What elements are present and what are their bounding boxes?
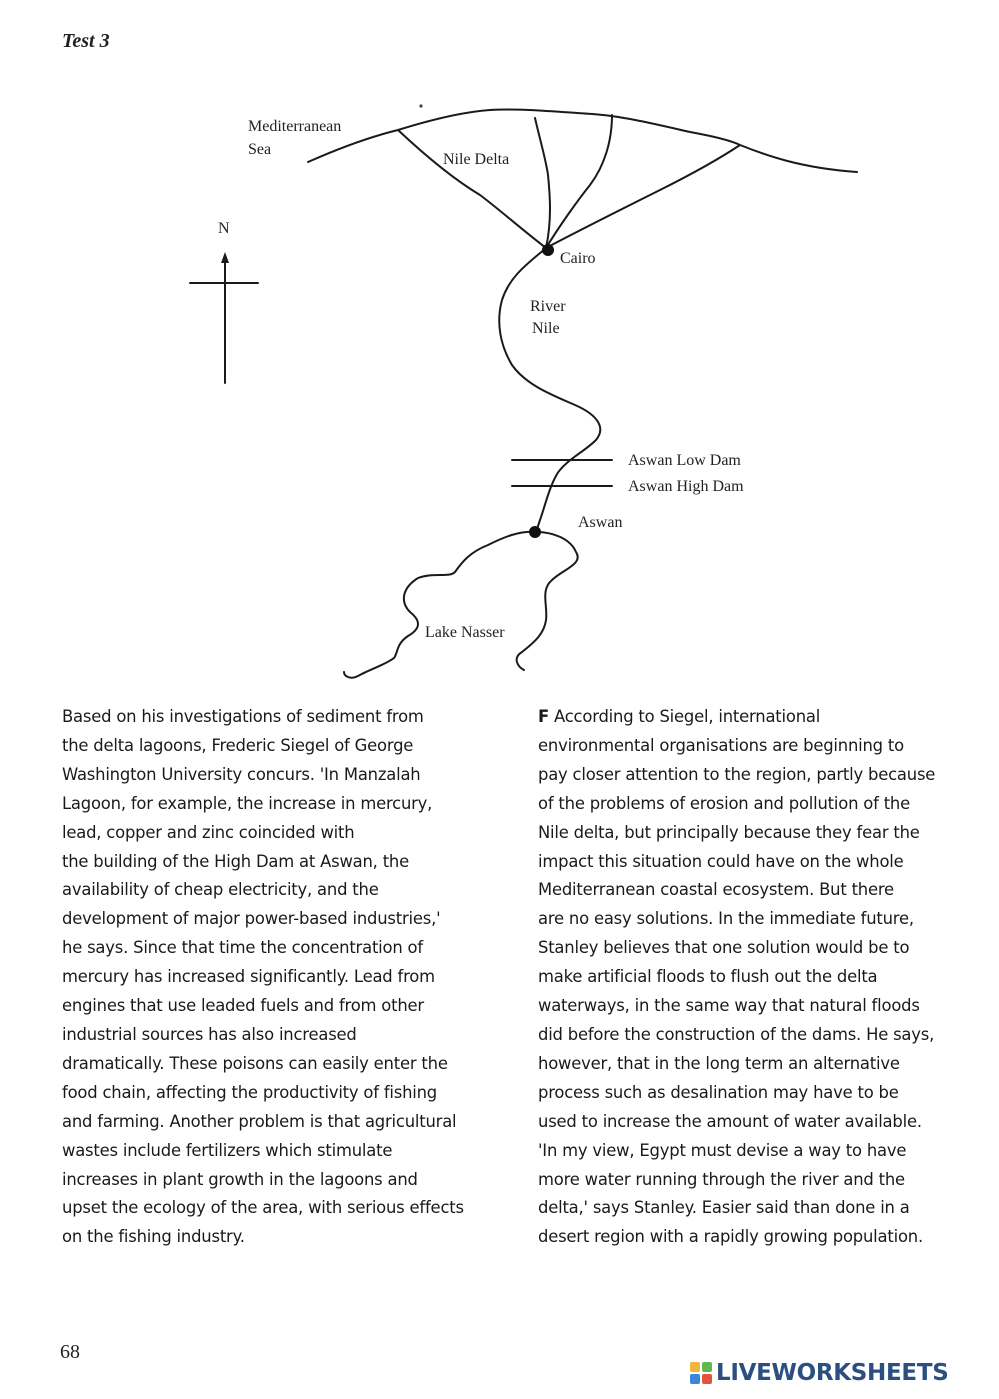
text-column-left [62, 703, 512, 1252]
running-head: Test 3 [62, 30, 110, 52]
label-aswan-low-dam: Aswan Low Dam [628, 452, 741, 469]
text-line: pay closer attention to the region, partly because [538, 764, 936, 784]
liveworksheets-watermark[interactable] [690, 1356, 948, 1390]
lake-shore-east [517, 532, 578, 670]
text-line: 'In my view, Egypt must devise a way to have [538, 1140, 907, 1160]
text-line: the delta lagoons, Frederic Siegel of George [62, 735, 414, 755]
watermark-text: LIVEWORKSHEETS [716, 1360, 949, 1386]
nile-map [0, 0, 999, 690]
text-line: did before the construction of the dams. He says, [538, 1024, 935, 1044]
text-line: delta,' says Stanley. Easier said than done in a [538, 1198, 910, 1218]
text-line: make artificial floods to flush out the delta [538, 967, 878, 987]
text-line: upset the ecology of the area, with serious effects [62, 1198, 464, 1218]
text-line: impact this situation could have on the whole [538, 851, 904, 871]
delta-branch-east [546, 145, 740, 248]
coastline [308, 109, 857, 172]
lake-shore-west [344, 532, 536, 678]
cairo-city-marker-icon [542, 244, 554, 256]
logo-square [690, 1374, 700, 1384]
label-lake-nasser: Lake Nasser [425, 624, 505, 641]
text-line: however, that in the long term an alternative [538, 1053, 900, 1073]
page-number: 68 [60, 1341, 80, 1363]
label-mediterranean: Mediterranean [248, 118, 342, 135]
label-river: River [530, 298, 566, 315]
label-nile: Nile [532, 320, 560, 337]
text-line: dramatically. These poisons can easily enter the [62, 1053, 448, 1073]
text-line: Stanley believes that one solution would be to [538, 938, 910, 958]
text-line: process such as desalination may have to be [538, 1082, 899, 1102]
label-aswan-high-dam: Aswan High Dam [628, 478, 744, 495]
logo-square [702, 1362, 712, 1372]
text-line: availability of cheap electricity, and the [62, 880, 379, 900]
delta-branch-center-west [535, 118, 550, 248]
label-north: N [218, 220, 230, 237]
label-aswan: Aswan [578, 514, 623, 531]
text-line: mercury has increased significantly. Lead from [62, 967, 435, 987]
north-arrow-icon [221, 252, 229, 263]
logo-square [690, 1362, 700, 1372]
text-line: on the fishing industry. [62, 1227, 245, 1247]
text-line: food chain, affecting the productivity of fishing [62, 1082, 438, 1102]
text-line: are no easy solutions. In the immediate future, [538, 909, 914, 929]
text-line: of the problems of erosion and pollution of the [538, 793, 910, 813]
text-line: the building of the High Dam at Aswan, the [62, 851, 409, 871]
text-line: he says. Since that time the concentration of [62, 938, 423, 958]
text-line: Lagoon, for example, the increase in mercury, [62, 793, 433, 813]
section-first-line: According to Siegel, international [554, 707, 821, 726]
speck-mark [419, 104, 422, 107]
text-line: industrial sources has also increased [62, 1024, 357, 1044]
text-line: engines that use leaded fuels and from other [62, 996, 424, 1016]
text-line-first [538, 703, 988, 732]
text-line: Mediterranean coastal ecosystem. But there [538, 880, 894, 900]
delta-branch-center-east [546, 115, 612, 248]
text-line: Washington University concurs. 'In Manzalah [62, 764, 421, 784]
text-line: Nile delta, but principally because they fear the [538, 822, 920, 842]
label-cairo: Cairo [560, 250, 596, 267]
section-letter: F [538, 707, 549, 726]
liveworksheets-logo-icon [690, 1362, 712, 1384]
label-nile-delta: Nile Delta [443, 151, 510, 168]
text-line: Based on his investigations of sediment from [62, 707, 424, 726]
text-line: used to increase the amount of water available. [538, 1111, 922, 1131]
text-line: increases in plant growth in the lagoons and [62, 1169, 418, 1189]
text-line: development of major power-based industries,' [62, 909, 441, 929]
text-line: wastes include fertilizers which stimulate [62, 1140, 393, 1160]
text-line: more water running through the river and the [538, 1169, 905, 1189]
text-line: environmental organisations are beginning to [538, 735, 904, 755]
text-column-right [538, 703, 988, 1252]
delta-branch-west [398, 130, 546, 248]
text-line: waterways, in the same way that natural floods [538, 996, 920, 1016]
logo-square [702, 1374, 712, 1384]
aswan-city-marker-icon [529, 526, 541, 538]
text-line: lead, copper and zinc coincided with [62, 822, 355, 842]
label-sea: Sea [248, 141, 272, 158]
text-line: desert region with a rapidly growing population. [538, 1227, 923, 1247]
river-nile [499, 248, 600, 532]
text-line: and farming. Another problem is that agricultural [62, 1111, 457, 1131]
